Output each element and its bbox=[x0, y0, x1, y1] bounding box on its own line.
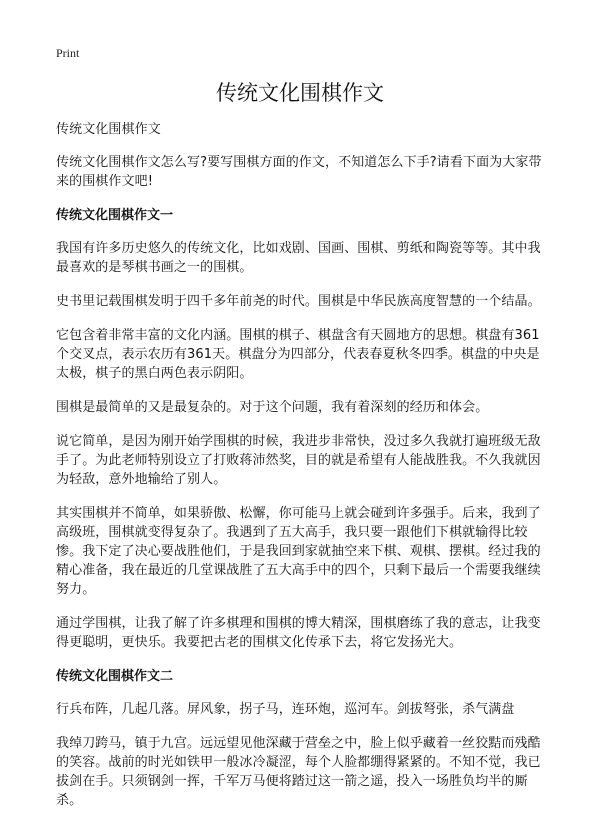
article-body bbox=[56, 120, 548, 825]
article-subtitle: 传统文化围棋作文 bbox=[56, 122, 161, 137]
section-1-paragraph-1: 我国有许多历史悠久的传统文化，比如戏剧、国画、围棋、剪纸和陶瓷等等。其中我最喜欢的是琴棋书画之一的围棋。 bbox=[56, 241, 541, 275]
section-1-paragraph-6: 其实围棋并不简单，如果骄傲、松懈，你可能马上就会碰到许多强手。后来，我到了高级班，围棋就变得复杂了。我遇到了五大高手，我只要一跟他们下棋就输得比较惨。我下定了决心要战胜他们，于是我回到家就抽空来下棋、观棋、摆棋。经过我的精心准备，我在最近的几堂课战胜了五大高手中的四个，只剩下最后一个需要我继续努力。 bbox=[56, 506, 541, 597]
section-1-paragraph-3: 它包含着非常丰富的文化内涵。围棋的棋子、棋盘含有天圆地方的思想。棋盘有361个交叉点，表示农历有361天。棋盘分为四部分，代表春夏秋冬四季。棋盘的中央是太极，棋子的黑白两色表示阴阳。 bbox=[56, 328, 540, 381]
intro-paragraph: 传统文化围棋作文怎么写?要写围棋方面的作文，不知道怎么下手?请看下面为大家带来的围棋作文吧! bbox=[56, 155, 542, 189]
section-1-paragraph-2: 史书里记载围棋发明于四千多年前尧的时代。围棋是中华民族高度智慧的一个结晶。 bbox=[56, 294, 541, 309]
section-1-paragraph-5: 说它简单，是因为刚开始学围棋的时候，我进步非常快，没过多久我就打遍班级无敌手了。为此老师特别设立了打败蒋沛然奖，目的就是希望有人能战胜我。不久我就因为轻敌，意外地输给了别人。 bbox=[56, 434, 541, 487]
section-1-paragraph-7: 通过学围棋，让我了解了许多棋理和围棋的博大精深，围棋磨练了我的意志，让我变得更聪明，更快乐。我要把古老的围棋文化传承下去，将它发扬光大。 bbox=[56, 616, 541, 650]
section-2-paragraph-1: 行兵布阵，几起几落。屏风象，拐子马，连环炮，巡河车。剑拔弩张，杀气满盘 bbox=[56, 702, 515, 717]
section-2-paragraph-2: 我绰刀跨马，镇于九宫。远远望见他深藏于营垒之中，脸上似乎藏着一丝狡黠而残酷的笑容。战前的时光如铁甲一般冰冷凝涩，每个人脸都绷得紧紧的。不知不觉，我已拔剑在手。只须钢剑一挥，千军万马便将踏过这一箭之遥，投入一场胜负均半的厮杀。 bbox=[56, 736, 541, 808]
print-label: Print bbox=[56, 46, 80, 60]
section-1-paragraph-4: 围棋是最简单的又是最复杂的。对于这个问题，我有着深刻的经历和体会。 bbox=[56, 400, 489, 415]
section-heading-1: 传统文化围棋作文一 bbox=[56, 208, 174, 223]
section-heading-2: 传统文化围棋作文二 bbox=[56, 669, 174, 684]
page-title: 传统文化围棋作文 bbox=[216, 81, 384, 105]
